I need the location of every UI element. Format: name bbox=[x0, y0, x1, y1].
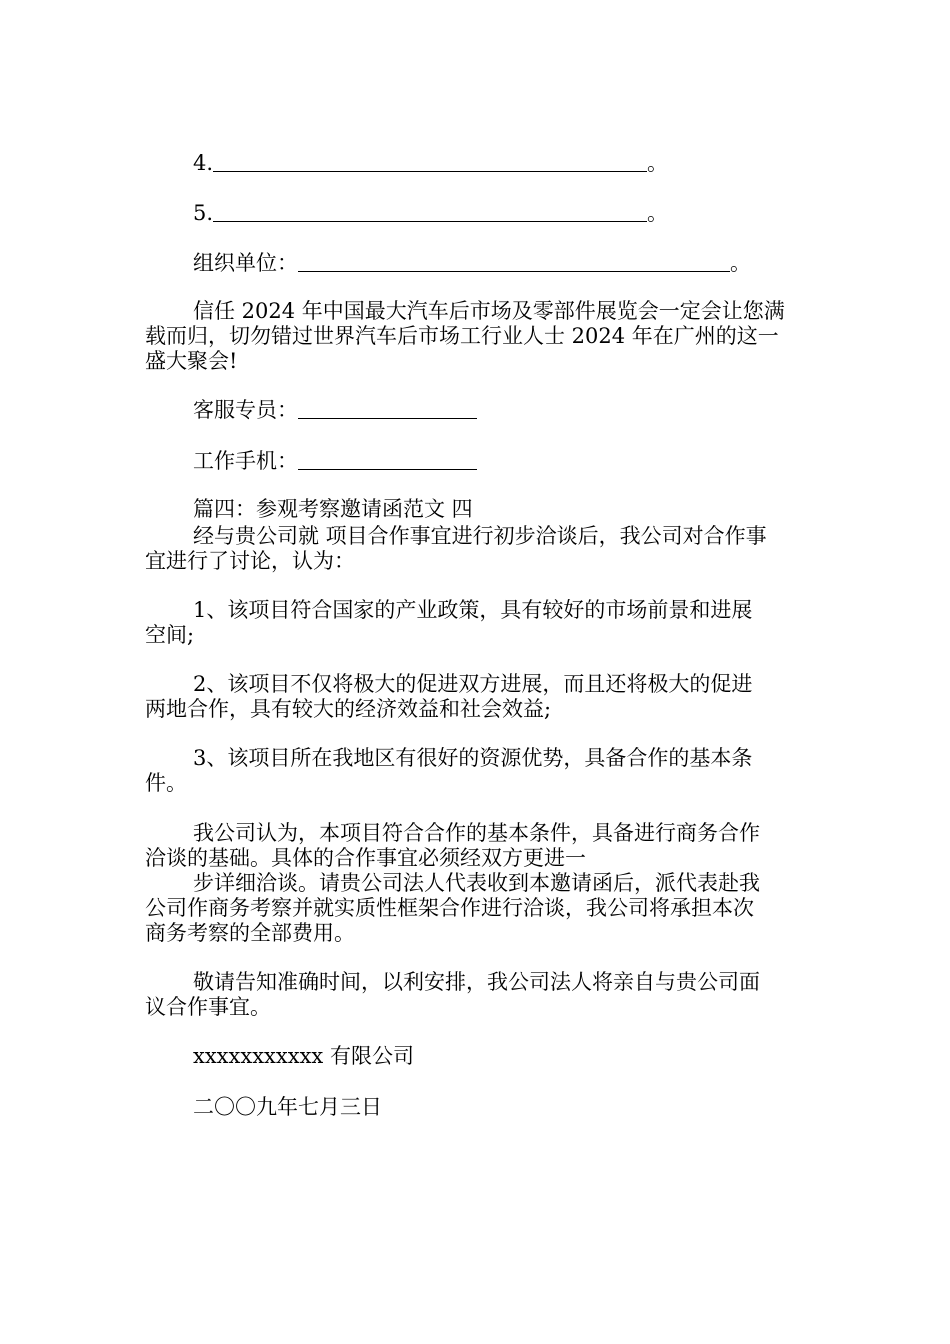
paragraph-line: 我公司认为，本项目符合合作的基本条件，具备进行商务合作 bbox=[193, 821, 760, 845]
paragraph-line: 载而归，切勿错过世界汽车后市场工行业人士 2024 年在广州的这一 bbox=[145, 324, 779, 348]
paragraph-line: 1、该项目符合国家的产业政策，具有较好的市场前景和进展 bbox=[193, 598, 753, 622]
fill-in-blank bbox=[298, 398, 477, 419]
fill-in-blank bbox=[213, 201, 647, 222]
phone-label: 工作手机： bbox=[193, 449, 298, 473]
paragraph-line: 经与贵公司就 项目合作事宜进行初步洽谈后，我公司对合作事 bbox=[193, 524, 767, 548]
company-name: xxxxxxxxxxx 有限公司 bbox=[193, 1044, 414, 1068]
paragraph-line: 公司作商务考察并就实质性框架合作进行洽谈，我公司将承担本次 bbox=[145, 896, 754, 920]
item-number: 5. bbox=[193, 201, 214, 225]
blank-item-5: 5. 。 bbox=[193, 201, 669, 225]
paragraph-line: 2、该项目不仅将极大的促进双方进展，而且还将极大的促进 bbox=[193, 672, 753, 696]
paragraph-line: 件。 bbox=[145, 771, 187, 795]
paragraph-line: 步详细洽谈。请贵公司法人代表收到本邀请函后，派代表赴我 bbox=[193, 871, 760, 895]
paragraph-line: 两地合作，具有较大的经济效益和社会效益; bbox=[145, 697, 552, 721]
phone-line bbox=[193, 449, 810, 474]
item-number: 4. bbox=[193, 151, 214, 175]
paragraph-line: 商务考察的全部费用。 bbox=[145, 921, 355, 945]
paragraph-line: 盛大聚会! bbox=[145, 349, 238, 373]
paragraph-line: 信任 2024 年中国最大汽车后市场及零部件展览会一定会让您满 bbox=[193, 299, 785, 323]
fill-in-blank bbox=[298, 251, 730, 272]
paragraph-line: 议合作事宜。 bbox=[145, 995, 271, 1019]
org-label: 组织单位： bbox=[193, 251, 298, 275]
paragraph-line: 3、该项目所在我地区有很好的资源优势，具备合作的基本条 bbox=[193, 746, 753, 770]
paragraph-line: 敬请告知准确时间，以利安排，我公司法人将亲自与贵公司面 bbox=[193, 970, 760, 994]
service-line bbox=[193, 398, 810, 423]
fill-in-blank bbox=[298, 449, 477, 470]
paragraph-line: 宜进行了讨论，认为： bbox=[145, 549, 355, 573]
letter-date: 二〇〇九年七月三日 bbox=[193, 1095, 382, 1119]
paragraph-line: 洽谈的基础。具体的合作事宜必须经双方更进一 bbox=[145, 846, 586, 870]
service-label: 客服专员： bbox=[193, 398, 298, 422]
org-line: 组织单位： 。 bbox=[193, 251, 751, 275]
section-title: 篇四：参观考察邀请函范文 四 bbox=[193, 497, 473, 521]
paragraph-line: 空间; bbox=[145, 623, 195, 647]
blank-item-4: 4. 。 bbox=[193, 151, 669, 175]
fill-in-blank bbox=[213, 151, 647, 172]
